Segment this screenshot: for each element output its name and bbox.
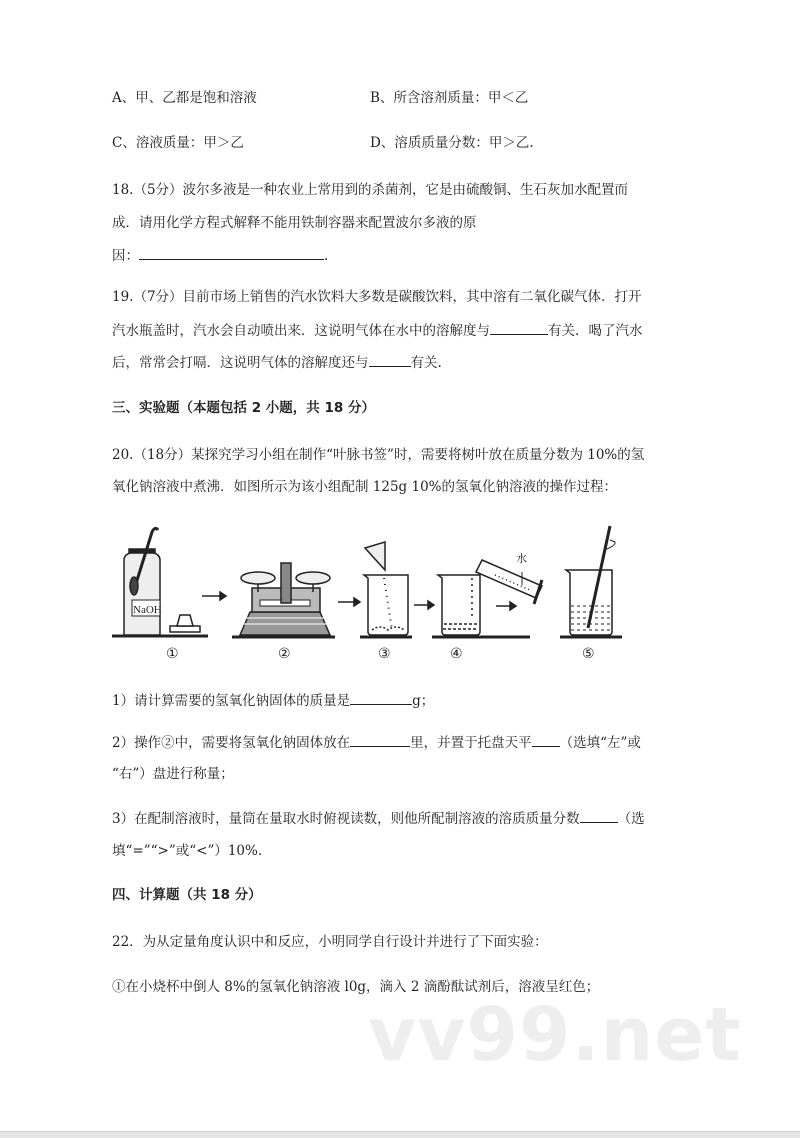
q20-part1 bbox=[112, 690, 434, 711]
q20-part3 bbox=[112, 808, 645, 829]
beaker-stirring-icon bbox=[560, 526, 622, 637]
q22-line1: 22．为从定量角度认识中和反应，小明同学自行设计并进行了下面实验： bbox=[112, 934, 548, 950]
q19-blank-2[interactable] bbox=[369, 352, 411, 367]
reagent-bottle-icon bbox=[112, 528, 208, 636]
q19-line2 bbox=[112, 320, 643, 341]
q20-text: （选 bbox=[617, 811, 645, 827]
q19-line1: 19.（7分）目前市场上销售的汽水饮料大多数是碳酸饮料，其中溶有二氧化碳气体．打开 bbox=[112, 289, 642, 305]
q20-text: 2）操作②中，需要将氢氧化钠固体放在 bbox=[112, 735, 351, 751]
q18-line3 bbox=[112, 245, 328, 266]
q20-part2-line2: “右”）盘进行称量； bbox=[112, 766, 234, 782]
q19-text: 后，常常会打嗝．这说明气体的溶解度还与 bbox=[112, 355, 369, 371]
q20-text: （选填“左”或 bbox=[559, 735, 641, 751]
q18-suffix: . bbox=[324, 248, 329, 264]
q19-blank-1[interactable] bbox=[490, 320, 548, 335]
step-5-label: ⑤ bbox=[582, 646, 595, 662]
section-4-heading: 四、计算题（共 18 分） bbox=[112, 887, 262, 903]
q19-text: 有关．喝了汽水 bbox=[548, 323, 643, 339]
arrow-icon bbox=[202, 592, 226, 600]
q20-line2: 氧化钠溶液中煮沸．如图所示为该小组配制 125g 10%的氢氧化钠溶液的操作过程： bbox=[112, 479, 617, 495]
q20-text: 里，并置于托盘天平 bbox=[410, 735, 532, 751]
q19-text: 有关. bbox=[410, 355, 442, 371]
q17-option-a: A、甲、乙都是饱和溶液 bbox=[112, 90, 257, 106]
step-3-label: ③ bbox=[378, 646, 391, 662]
step-labels bbox=[166, 646, 595, 662]
section-3-heading: 三、实验题（本题包括 2 小题，共 18 分） bbox=[112, 400, 375, 416]
q20-line1: 20.（18分）某探究学习小组在制作“叶脉书签”时，需要将树叶放在质量分数为 10%的氢 bbox=[112, 447, 645, 463]
balance-icon bbox=[232, 563, 335, 637]
beaker-pouring-solid-icon bbox=[360, 542, 412, 637]
q20-part2 bbox=[112, 732, 641, 753]
q19-line3 bbox=[112, 352, 442, 373]
beaker-pouring-water-icon bbox=[432, 551, 542, 637]
q20-text: 1）请计算需要的氢氧化钠固体的质量是 bbox=[112, 693, 351, 709]
q18-line2: 成．请用化学方程式解释不能用铁制容器来配置波尔多液的原 bbox=[112, 215, 477, 231]
step-2-label: ② bbox=[278, 646, 291, 662]
q17-option-d: D、溶质质量分数：甲＞乙. bbox=[370, 135, 534, 151]
watermark: vv99.net bbox=[368, 992, 742, 1078]
q17-option-b: B、所含溶剂质量：甲＜乙 bbox=[370, 90, 529, 106]
arrow-icon bbox=[414, 601, 434, 609]
step-1-label: ① bbox=[166, 646, 179, 662]
solution-preparation-figure bbox=[110, 520, 750, 670]
q20-text: g； bbox=[412, 693, 435, 709]
arrow-icon bbox=[338, 598, 360, 606]
q18-line1: 18.（5分）波尔多液是一种农业上常用到的杀菌剂，它是由硫酸铜、生石灰加水配置而 bbox=[112, 182, 629, 198]
q20-blank-fraction[interactable] bbox=[580, 808, 618, 823]
q18-prefix: 因： bbox=[112, 248, 139, 264]
step-4-label: ④ bbox=[450, 646, 463, 662]
naoh-label: NaOH bbox=[133, 604, 162, 616]
q18-blank[interactable] bbox=[139, 245, 324, 260]
water-label: 水 bbox=[516, 552, 527, 565]
q20-blank-container[interactable] bbox=[350, 732, 410, 747]
q17-option-c: C、溶液质量：甲＞乙 bbox=[112, 135, 244, 151]
arrow-icon bbox=[496, 602, 516, 610]
q22-line2: ①在小烧杯中倒人 8%的氢氧化钠溶液 l0g，滴入 2 滴酚酞试剂后，溶液呈红色； bbox=[112, 979, 600, 995]
q19-text: 汽水瓶盖时，汽水会自动喷出来．这说明气体在水中的溶解度与 bbox=[112, 323, 490, 339]
q20-part3-line2: 填“=”“>”或“<”）10%. bbox=[112, 843, 263, 859]
q20-blank-pan[interactable] bbox=[532, 732, 560, 747]
q20-blank-mass[interactable] bbox=[350, 690, 412, 705]
q20-text: 3）在配制溶液时，量筒在量取水时俯视读数，则他所配制溶液的溶质质量分数 bbox=[112, 811, 580, 827]
